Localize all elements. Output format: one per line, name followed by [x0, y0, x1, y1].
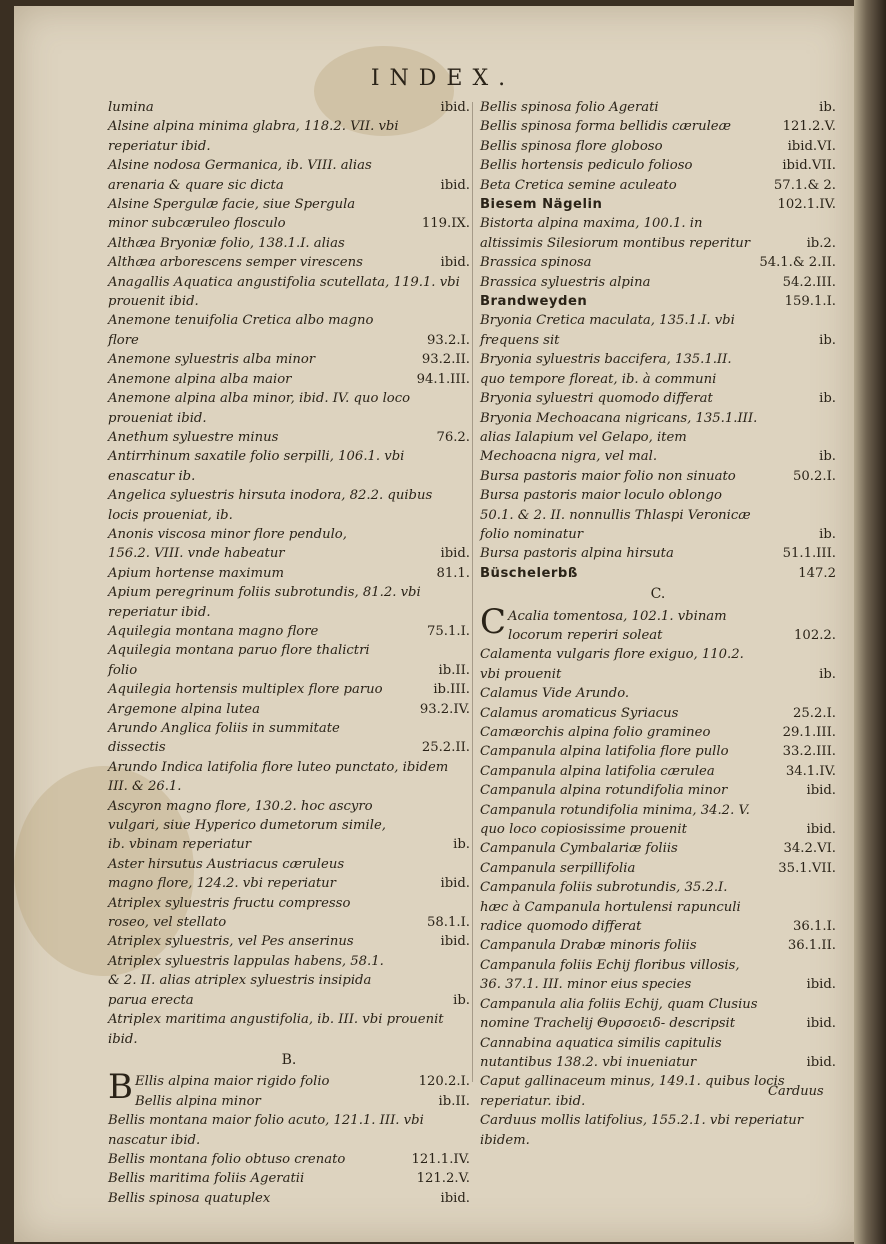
entry-text: Caput gallinaceum minus, 149.1. quibus locis reperiatur. ibid. — [480, 1074, 785, 1109]
left-column — [108, 98, 470, 1208]
entry-reference: 121.2.V. — [782, 119, 836, 135]
entry-text: Bryonia Mechoacana nigricans, 135.1.III. alias Ialapium vel Gelapo, item Mechoacna nigra, vel mal. — [480, 410, 758, 465]
index-entry — [480, 253, 836, 272]
entry-reference: 93.2.IV. — [419, 701, 470, 717]
entry-text: Campanula foliis Echij floribus villosis, 36. 37.1. III. minor eius species — [480, 957, 740, 993]
drop-cap: B — [108, 1067, 133, 1108]
entry-text: Brassica spinosa — [480, 255, 592, 271]
index-entry — [108, 389, 470, 428]
index-entry — [480, 292, 836, 311]
index-entry — [480, 645, 836, 684]
entry-reference: ib. — [819, 526, 836, 542]
index-entry — [480, 781, 836, 800]
entry-text: Campanula alpina latifolia flore pullo — [480, 744, 729, 760]
entry-reference: 35.1.VII. — [778, 860, 836, 876]
entry-text: Camæorchis alpina folio gramineo — [480, 725, 711, 740]
entry-reference: 29.1.III. — [782, 725, 836, 740]
entry-text: Calamus Vide Arundo. — [480, 686, 630, 702]
index-entry — [480, 350, 836, 408]
catchword: Carduus — [768, 1084, 824, 1099]
index-entry — [480, 936, 836, 955]
entry-text: Bellis alpina minor — [135, 1093, 261, 1109]
index-entry — [480, 137, 836, 156]
entry-text: Alsine nodosa Germanica, ib. VIII. alias arenaria & quare sic dicta — [108, 158, 372, 193]
entry-text: Calamenta vulgaris flore exiguo, 110.2. vbi prouenit — [480, 647, 744, 682]
entry-text: Alsine alpina minima glabra, 118.2. VII. vbi reperiatur ibid. — [108, 119, 399, 154]
entry-text: Ellis alpina maior rigido folio — [135, 1074, 330, 1090]
entry-text: Bellis spinosa quatuplex — [108, 1190, 271, 1206]
index-entry — [480, 564, 836, 583]
index-entry — [480, 486, 836, 544]
page-title: INDEX. — [370, 66, 516, 91]
index-entry — [108, 350, 470, 369]
index-entry — [480, 156, 836, 175]
entry-reference: ibid. — [806, 1016, 836, 1032]
entry-text: Bellis spinosa folio Agerati — [480, 100, 659, 115]
entry-reference: ibid. — [440, 934, 470, 950]
entry-text: Campanula alpina rotundifolia minor — [480, 783, 728, 799]
entry-text: Anemone alpina alba maior — [108, 371, 292, 387]
entry-text: Anemone alpina alba minor, ibid. IV. quo loco proueniat ibid. — [108, 391, 411, 426]
entry-text: Bellis montana maior folio acuto, 121.1. III. vbi nascatur ibid. — [108, 1113, 424, 1148]
entry-reference: 93.2.II. — [421, 352, 470, 368]
index-entry — [108, 525, 470, 564]
entry-text: Carduus mollis latifolius, 155.2.1. vbi reperiatur ibidem. — [480, 1113, 804, 1148]
entry-text: Beta Cretica semine aculeato — [480, 177, 677, 193]
entry-reference: ibid. — [806, 1054, 836, 1070]
index-entry — [108, 1092, 470, 1111]
index-entry — [480, 801, 836, 840]
entry-reference: 33.2.III. — [782, 744, 836, 760]
entry-text: Bellis spinosa flore globoso — [480, 138, 663, 154]
entry-reference: ib. — [453, 837, 470, 853]
index-entry — [480, 704, 836, 723]
entry-text: Atriplex syluestris fructu compresso roseo, vel stellato — [108, 895, 351, 931]
entry-text: Anagallis Aquatica angustifolia scutellata, 119.1. vbi prouenit ibid. — [108, 274, 460, 310]
index-entry — [480, 723, 836, 742]
entry-text: Apium hortense maximum — [108, 565, 284, 581]
index-entry — [108, 1189, 470, 1208]
drop-cap: C — [480, 601, 507, 642]
entry-text: Anemone tenuifolia Cretica albo magno flore — [108, 313, 374, 348]
index-entry — [480, 195, 836, 214]
entry-reference: 51.1.III. — [782, 546, 836, 562]
entry-text: Campanula foliis subrotundis, 35.2.I. hæc à Campanula hortulensi rapunculi radice quomodo differat — [480, 880, 741, 935]
entry-text: Atriplex maritima angustifolia, ib. III. vbi prouenit ibid. — [108, 1012, 444, 1047]
entry-text: Atriplex syluestris, vel Pes anserinus — [108, 934, 354, 950]
entry-reference: ib. — [819, 391, 836, 407]
index-entry — [480, 273, 836, 292]
entry-reference: 119.IX. — [421, 216, 470, 232]
entry-text: Bryonia Cretica maculata, 135.1.I. vbi frequens sit — [480, 313, 735, 348]
entry-reference: ibid. — [440, 1190, 470, 1206]
entry-text: Ascyron magno flore, 130.2. hoc ascyro vulgari, siue Hyperico dumetorum simile, ib. vbinam reperiatur — [108, 798, 386, 853]
section-letter: B. — [281, 1051, 297, 1068]
index-entry — [480, 684, 836, 703]
index-entry — [480, 117, 836, 136]
entry-text: Bellis spinosa forma bellidis cæruleæ — [480, 119, 731, 135]
entry-text: Acalia tomentosa, 102.1. vbinam locorum reperiri soleat — [508, 608, 727, 643]
entry-reference: 54.2.III. — [782, 274, 836, 290]
entry-reference: 54.1.& 2.II. — [759, 255, 836, 271]
entry-text: Brassica syluestris alpina — [480, 274, 651, 290]
entry-text: Aquilegia montana paruo flore thalictri folio — [108, 643, 370, 678]
entry-reference: 75.1.I. — [427, 623, 470, 639]
entry-reference: 34.1.IV. — [785, 763, 836, 779]
index-entry — [480, 956, 836, 995]
index-entry — [480, 467, 836, 486]
entry-text: Bellis hortensis pediculo folioso — [480, 158, 693, 174]
entry-text: Büschelerbß — [480, 565, 578, 581]
entry-reference: ib. — [819, 449, 836, 465]
entry-reference: 102.2. — [794, 627, 836, 643]
index-entry — [108, 564, 470, 583]
index-entry — [108, 117, 470, 156]
entry-text: Calamus aromaticus Syriacus — [480, 705, 679, 721]
entry-text: Campanula Cymbalariæ foliis — [480, 841, 678, 857]
entry-text: Campanula serpillifolia — [480, 860, 636, 876]
entry-text: Brandweyden — [480, 294, 588, 310]
index-entry — [108, 156, 470, 195]
entry-reference: 58.1.I. — [427, 915, 470, 931]
index-entry — [480, 762, 836, 781]
entry-reference: ib.II. — [438, 662, 470, 678]
entry-text: Angelica syluestris hirsuta inodora, 82.2. quibus locis proueniat, ib. — [108, 488, 433, 523]
entry-text: Campanula rotundifolia minima, 34.2. V. quo loco copiosissime prouenit — [480, 802, 750, 838]
index-entry — [480, 1034, 836, 1073]
entry-reference: 36.1.II. — [787, 938, 836, 954]
entry-text: Campanula Drabæ minoris foliis — [480, 938, 697, 954]
entry-reference: ibid.VI. — [787, 138, 836, 154]
entry-reference: ibid. — [440, 876, 470, 892]
entry-reference: 102.1.IV. — [777, 197, 836, 213]
entry-reference: ibid. — [440, 546, 470, 562]
entry-text: Cannabina aquatica similis capitulis nutantibus 138.2. vbi inueniatur — [480, 1035, 722, 1070]
entry-reference: 94.1.III. — [416, 371, 470, 387]
index-entry — [108, 583, 470, 622]
entry-text: Bursa pastoris maior loculo oblongo 50.1. & 2. II. nonnullis Thlaspi Veronicæ folio nominatur — [480, 488, 751, 542]
index-entry — [480, 859, 836, 878]
entry-reference: ibid. — [440, 100, 470, 115]
entry-reference: 121.2.V. — [416, 1171, 470, 1187]
index-entry — [108, 894, 470, 933]
index-entry — [108, 700, 470, 719]
index-entry — [108, 1111, 470, 1150]
entry-reference: 25.2.I. — [793, 705, 836, 721]
entry-text: Anonis viscosa minor flore pendulo, 156.2. VIII. vnde habeatur — [108, 526, 347, 562]
index-entry — [108, 195, 470, 234]
entry-text: Bellis montana folio obtuso crenato — [108, 1151, 346, 1167]
entry-text: Alsine Spergulæ facie, siue Spergula minor subcæruleo flosculo — [108, 197, 356, 232]
index-entry — [108, 680, 470, 699]
index-entry — [108, 758, 470, 797]
entry-text: Arundo Anglica foliis in summitate dissectis — [108, 721, 340, 756]
entry-text: Antirrhinum saxatile folio serpilli, 106.1. vbi enascatur ib. — [108, 449, 405, 484]
entry-reference: ib. — [819, 100, 836, 115]
entry-text: Atriplex syluestris lappulas habens, 58.1. & 2. II. alias atriplex syluestris insipida parua erecta — [108, 953, 384, 1008]
index-entry — [108, 273, 470, 312]
entry-reference: ib.2. — [806, 235, 836, 251]
index-entry — [480, 995, 836, 1034]
entry-text: Aquilegia montana magno flore — [108, 623, 319, 639]
entry-text: lumina — [108, 100, 154, 115]
entry-text: Aquilegia hortensis multiplex flore paruo — [108, 682, 383, 698]
entry-reference: ibid. — [806, 977, 836, 993]
entry-text: Bursa pastoris alpina hirsuta — [480, 546, 674, 562]
entry-reference: ibid. — [806, 783, 836, 799]
entry-reference: 159.1.I. — [784, 294, 836, 310]
index-entry — [108, 428, 470, 447]
entry-reference: ib.II. — [438, 1093, 470, 1109]
index-entry — [480, 601, 836, 646]
entry-text: Bursa pastoris maior folio non sinuato — [480, 468, 736, 484]
index-entry — [108, 370, 470, 389]
index-entry — [108, 1010, 470, 1049]
entry-text: Bellis maritima foliis Ageratii — [108, 1171, 305, 1187]
entry-text: Anemone syluestris alba minor — [108, 352, 316, 368]
index-entry — [108, 311, 470, 350]
index-entry — [480, 311, 836, 350]
entry-reference: ibid. — [440, 255, 470, 271]
index-entry — [108, 234, 470, 273]
entry-reference: 57.1.& 2. — [773, 177, 836, 193]
entry-text: Bryonia syluestris baccifera, 135.1.II. quo tempore floreat, ib. à communi Bryonia syluestri quomodo differat — [480, 352, 732, 407]
entry-text: Althæa Bryoniæ folio, 138.1.I. alias Althæa arborescens semper virescens — [108, 235, 363, 271]
column-divider — [472, 102, 473, 1082]
index-entry — [108, 952, 470, 1010]
entry-text: Biesem Nägelin — [480, 197, 603, 213]
index-entry — [108, 1169, 470, 1188]
entry-text: Bistorta alpina maxima, 100.1. in altissimis Silesiorum montibus reperitur — [480, 216, 751, 251]
index-entry — [480, 742, 836, 761]
entry-reference: ibid.VII. — [782, 158, 836, 174]
entry-reference: ibid. — [440, 177, 470, 193]
index-entry — [108, 932, 470, 951]
entry-reference: ibid. — [806, 822, 836, 838]
section-letter: C. — [650, 586, 666, 603]
entry-reference: 36.1.I. — [793, 919, 836, 935]
entry-text: Campanula alia foliis Echij, quam Clusius nomine Trachelij Θυρσοειδ- descripsit — [480, 996, 758, 1032]
index-entry — [108, 641, 470, 680]
entry-reference: 25.2.II. — [421, 740, 470, 756]
index-entry — [108, 622, 470, 641]
index-entry — [108, 447, 470, 486]
entry-reference: 76.2. — [436, 429, 470, 445]
index-entry — [480, 839, 836, 858]
index-entry — [480, 1111, 836, 1150]
entry-reference: 121.1.IV. — [411, 1151, 470, 1167]
entry-reference: 120.2.I. — [418, 1074, 470, 1090]
index-entry — [108, 98, 470, 117]
index-entry — [108, 719, 470, 758]
index-entry — [480, 878, 836, 936]
entry-reference: 147.2 — [798, 565, 836, 581]
index-entry — [480, 214, 836, 253]
entry-text: Anethum syluestre minus — [108, 429, 279, 445]
index-entry — [108, 797, 470, 855]
entry-reference: ib.III. — [433, 682, 470, 698]
entry-reference: 81.1. — [436, 565, 470, 581]
index-entry — [480, 544, 836, 563]
entry-reference: 50.2.I. — [793, 468, 836, 484]
entry-reference: 93.2.I. — [427, 332, 470, 348]
index-entry — [108, 486, 470, 525]
index-entry — [108, 1150, 470, 1169]
entry-text: Arundo Indica latifolia flore luteo punctato, ibidem III. & 26.1. — [108, 759, 449, 795]
index-entry — [480, 409, 836, 467]
entry-text: Apium peregrinum foliis subrotundis, 81.2. vbi reperiatur ibid. — [108, 585, 421, 620]
index-entry — [480, 98, 836, 117]
entry-text: Argemone alpina lutea — [108, 701, 260, 717]
index-entry — [108, 855, 470, 894]
right-column — [480, 98, 836, 1150]
entry-reference: ib. — [453, 992, 470, 1008]
entry-reference: ib. — [819, 666, 836, 682]
entry-text: Campanula alpina latifolia cærulea — [480, 763, 715, 779]
entry-text: Aster hirsutus Austriacus cæruleus magno flore, 124.2. vbi reperiatur — [108, 856, 345, 892]
index-entry — [480, 176, 836, 195]
entry-reference: ib. — [819, 332, 836, 348]
entry-reference: 34.2.VI. — [783, 841, 836, 857]
book-binding-edge — [854, 0, 886, 1244]
